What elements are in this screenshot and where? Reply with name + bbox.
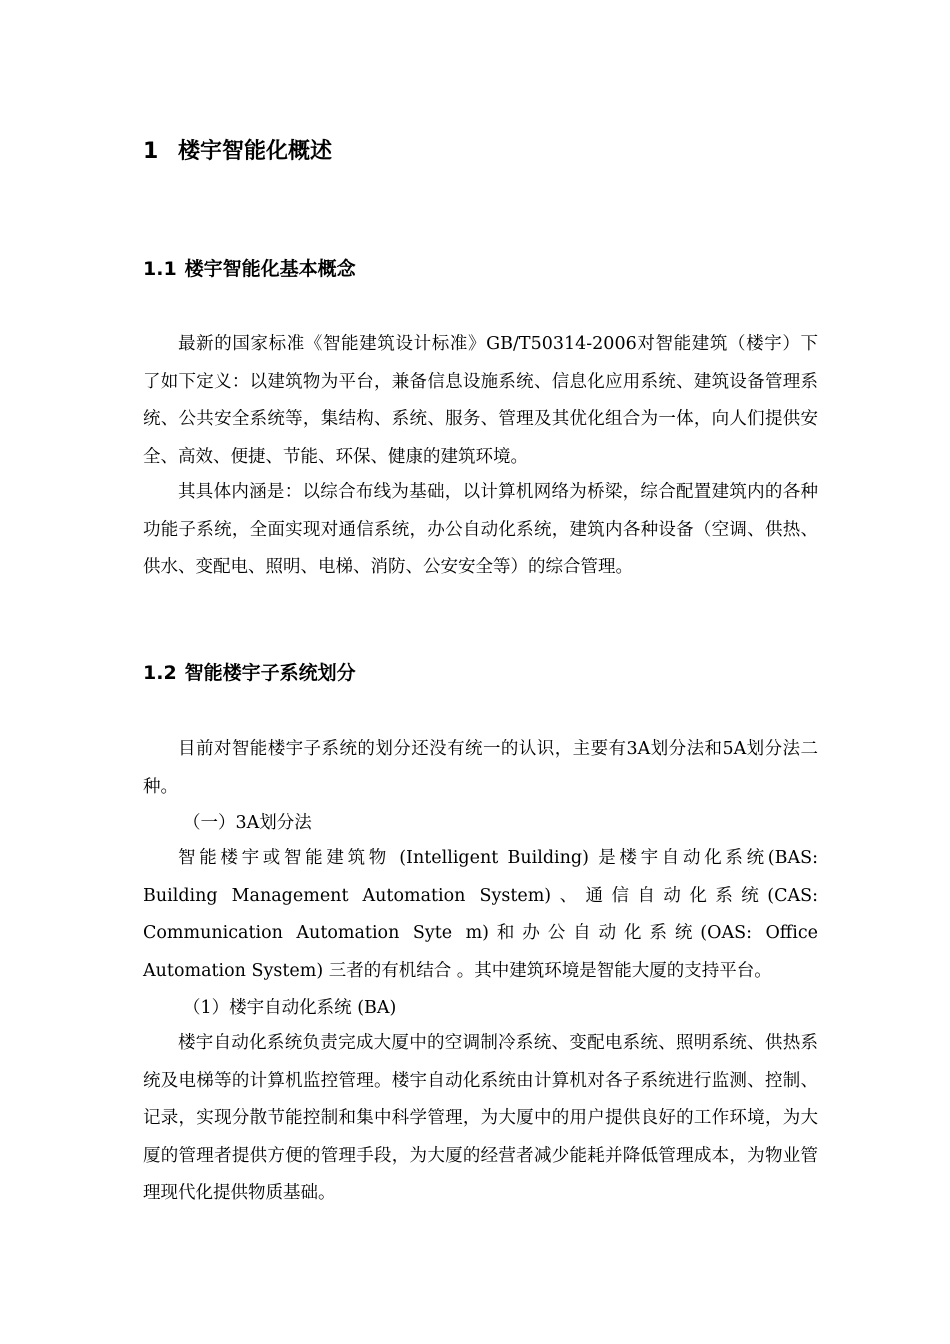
section-1-1-heading (143, 255, 356, 283)
definition-paragraph: 最新的国家标准《智能建筑设计标准》GB/T50314-2006对智能建筑（楼宇）下了如下定义：以建筑物为平台，兼备信息设施系统、信息化应用系统、建筑设备管理系统、公共安全系统等，集结构、系统、服务、管理及其优化组合为一体，向人们提供安全、高效、便捷、节能、环保、健康的建筑环境。 (143, 334, 818, 467)
chapter-title: 楼宇智能化概述 (178, 139, 333, 164)
intro-paragraph: 目前对智能楼宇子系统的划分还没有统一的认识，主要有3A划分法和5A划分法二种。 (143, 739, 818, 797)
connotation-paragraph: 其具体内涵是：以综合布线为基础，以计算机网络为桥梁，综合配置建筑内的各种功能子系统，全面实现对通信系统，办公自动化系统，建筑内各种设备（空调、供热、供水、变配电、照明、电梯、消防、公安安全等）的综合管理。 (143, 482, 818, 577)
chapter-number: 1 (143, 139, 159, 164)
section-1-2-number: 1.2 (143, 662, 177, 684)
section-1-2-title: 智能楼宇子系统划分 (184, 662, 356, 684)
chapter-heading (143, 136, 332, 168)
paragraph-ba: 楼宇自动化系统负责完成大厦中的空调制冷系统、变配电系统、照明系统、供热系统及电梯等的计算机监控管理。楼宇自动化系统由计算机对各子系统进行监测、控制、记录，实现分散节能控制和集中科学管理，为大厦中的用户提供良好的工作环境，为大厦的管理者提供方便的管理手段，为大厦的经营者减少能耗并降低管理成本，为物业管理现代化提供物质基础。 (143, 1033, 818, 1203)
paragraph-3a: 智能楼宇或智能建筑物 (Intelligent Building) 是楼宇自动化系统(BAS: Building Management Automation System)、通信自动化系统(CAS: Communication Automation Syte m)和办公自动化系统(OAS: Office Automation System) 三者的有机结合 。其中建筑环境是智能大厦的支持平台。 (143, 848, 818, 981)
section-1-1-title: 楼宇智能化基本概念 (184, 258, 356, 280)
subheading-3a: （一）3A划分法 (183, 813, 312, 833)
section-1-1-number: 1.1 (143, 258, 177, 280)
section-1-2-heading (143, 659, 356, 687)
subheading-ba: （1）楼宇自动化系统 (BA) (183, 998, 397, 1018)
